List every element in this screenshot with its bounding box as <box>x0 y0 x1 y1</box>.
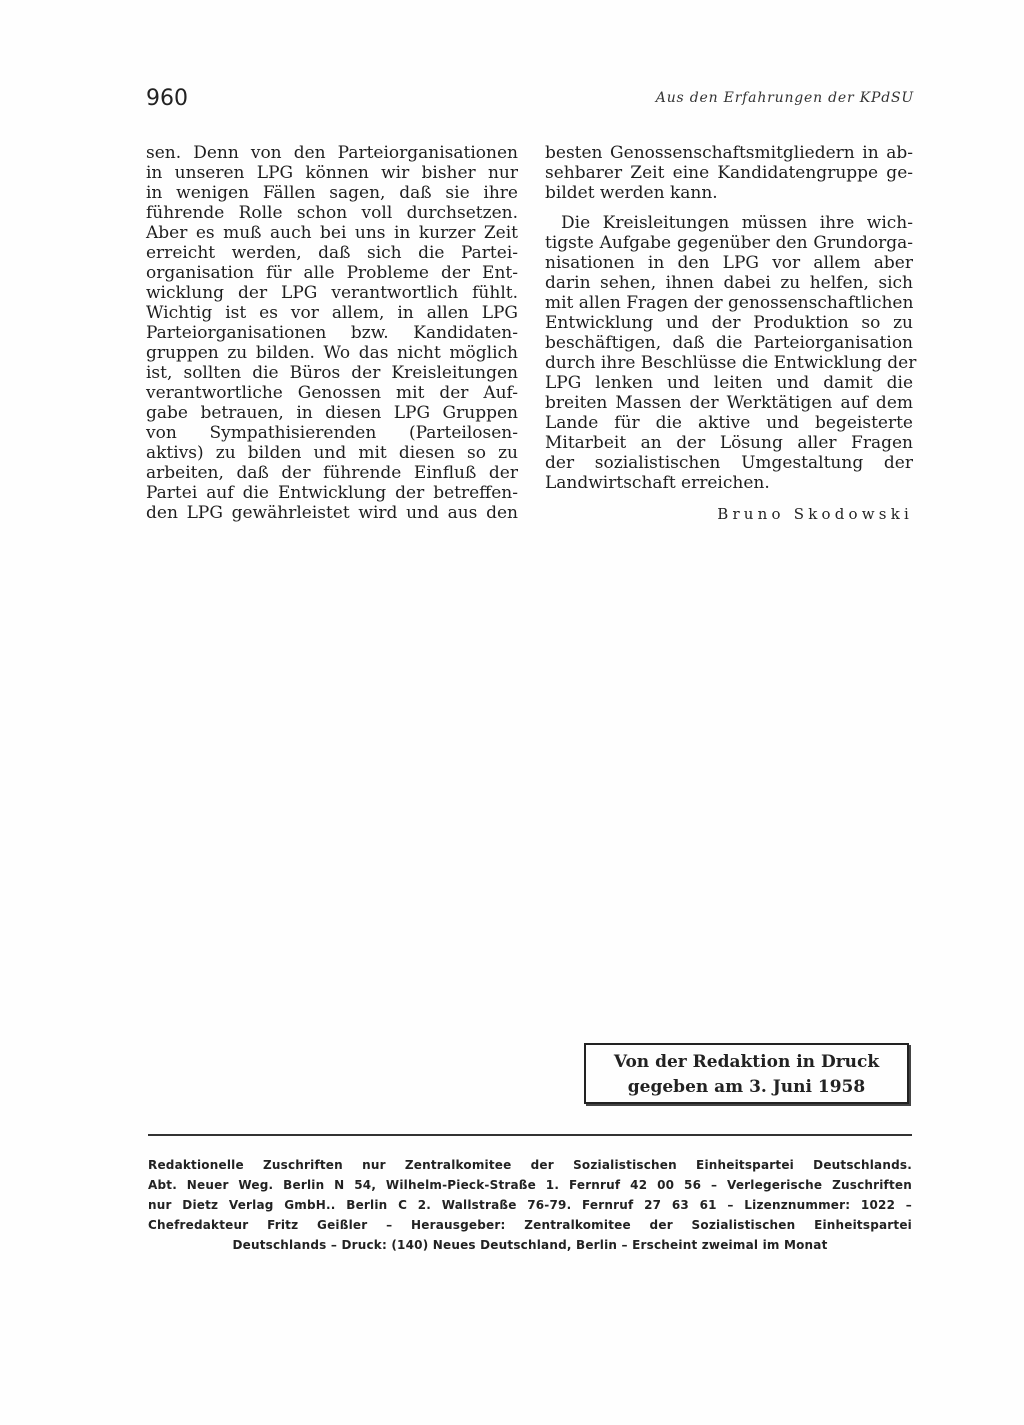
text-line: den LPG gewährleistet wird und aus den <box>146 503 518 523</box>
imprint-line: Abt. Neuer Weg. Berlin N 54, Wilhelm-Pieck-Straße 1. Fernruf 42 00 56 – Verlegerische Zuschriften <box>148 1178 912 1192</box>
text-line: breiten Massen der Werktätigen auf dem <box>545 393 913 413</box>
text-line: Entwicklung und der Produktion so zu <box>545 313 913 333</box>
print-notice-line: gegeben am 3. Juni 1958 <box>627 1077 866 1097</box>
text-line: wicklung der LPG verantwortlich fühlt. <box>146 283 518 303</box>
imprint-line: nur Dietz Verlag GmbH.. Berlin C 2. Wallstraße 76-79. Fernruf 27 63 61 – Lizenznummer: 1022 – <box>148 1198 912 1212</box>
text-line: ist, sollten die Büros der Kreisleitungen <box>146 363 518 383</box>
text-line: führende Rolle schon voll durchsetzen. <box>146 203 518 223</box>
text-line: sehbarer Zeit eine Kandidatengruppe ge- <box>545 163 913 183</box>
text-line: von Sympathisierenden (Parteilosen- <box>146 423 518 443</box>
text-line: darin sehen, ihnen dabei zu helfen, sich <box>545 273 913 293</box>
author-signature: Bruno Skodowski <box>717 505 913 523</box>
text-line: nisationen in den LPG vor allem aber <box>545 253 913 273</box>
text-line: arbeiten, daß der führende Einfluß der <box>146 463 518 483</box>
text-line: LPG lenken und leiten und damit die <box>545 373 913 393</box>
text-line: organisation für alle Probleme der Ent- <box>146 263 518 283</box>
text-line: Die Kreisleitungen müssen ihre wich- <box>561 213 913 233</box>
imprint <box>148 1155 912 1255</box>
text-line: Aber es muß auch bei uns in kurzer Zeit <box>146 223 518 243</box>
text-line: Parteiorganisationen bzw. Kandidaten- <box>146 323 518 343</box>
text-line: Mitarbeit an der Lösung aller Fragen <box>545 433 913 453</box>
text-line: bildet werden kann. <box>545 183 718 203</box>
text-line: verantwortliche Genossen mit der Auf- <box>146 383 518 403</box>
running-head: Aus den Erfahrungen der KPdSU <box>655 90 914 106</box>
text-line: gruppen zu bilden. Wo das nicht möglich <box>146 343 518 363</box>
text-line: in unseren LPG können wir bisher nur <box>146 163 518 183</box>
text-line: der sozialistischen Umgestaltung der <box>545 453 913 473</box>
page-number: 960 <box>146 86 188 111</box>
print-notice-line: Von der Redaktion in Druck <box>613 1052 880 1072</box>
text-line: durch ihre Beschlüsse die Entwicklung der <box>545 353 917 373</box>
text-line: Wichtig ist es vor allem, in allen LPG <box>146 303 518 323</box>
left-column <box>146 143 518 523</box>
text-line: in wenigen Fällen sagen, daß sie ihre <box>146 183 518 203</box>
text-line: mit allen Fragen der genossenschaftlichen <box>545 293 914 313</box>
text-line: erreicht werden, daß sich die Partei- <box>146 243 518 263</box>
print-notice-box <box>584 1043 909 1104</box>
imprint-divider <box>148 1134 912 1136</box>
paragraph-gap <box>545 203 913 213</box>
text-line: beschäftigen, daß die Parteiorganisation <box>545 333 913 353</box>
text-line: gabe betrauen, in diesen LPG Gruppen <box>146 403 518 423</box>
text-line: sen. Denn von den Parteiorganisationen <box>146 143 518 163</box>
text-line: Landwirtschaft erreichen. <box>545 473 770 493</box>
text-line: besten Genossenschaftsmitgliedern in ab- <box>545 143 913 163</box>
text-line: Partei auf die Entwicklung der betreffen- <box>146 483 518 503</box>
text-line: aktivs) zu bilden und mit diesen so zu <box>146 443 518 463</box>
text-line: tigste Aufgabe gegenüber den Grundorga- <box>545 233 913 253</box>
imprint-line: Redaktionelle Zuschriften nur Zentralkomitee der Sozialistischen Einheitspartei Deutschlands. <box>148 1158 912 1172</box>
imprint-line: Chefredakteur Fritz Geißler – Herausgeber: Zentralkomitee der Sozialistischen Einheitspartei <box>148 1218 912 1232</box>
right-column <box>545 143 917 493</box>
text-line: Lande für die aktive und begeisterte <box>545 413 913 433</box>
imprint-line: Deutschlands – Druck: (140) Neues Deutschland, Berlin – Erscheint zweimal im Monat <box>232 1238 828 1252</box>
